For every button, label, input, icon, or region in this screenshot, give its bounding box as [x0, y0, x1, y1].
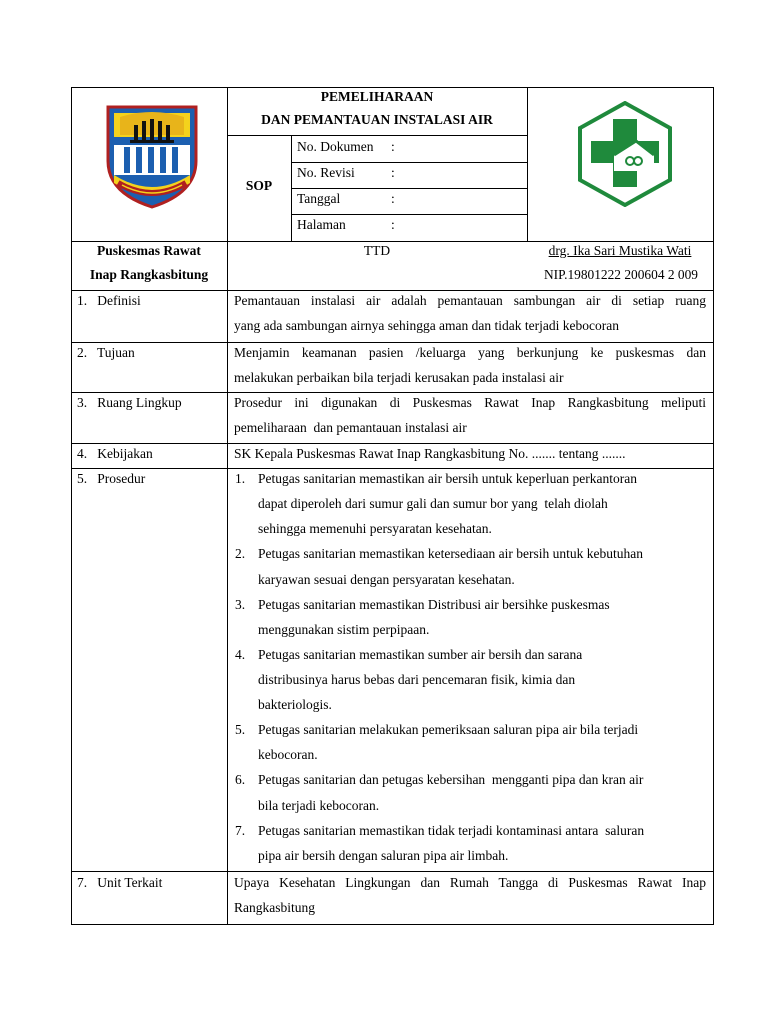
- field-no-dokumen-sep: :: [391, 139, 395, 154]
- section-label-ruang-lingkup: 3. Ruang Lingkup: [77, 395, 182, 410]
- procedure-item-2-line2: karyawan sesuai dengan persyaratan kesehatan.: [258, 572, 515, 587]
- tujuan-line2: melakukan perbaikan bila terjadi kerusakan pada instalasi air: [234, 370, 564, 385]
- section-label-definisi: 1. Definisi: [77, 293, 141, 308]
- field-no-revisi-label: No. Revisi: [297, 165, 355, 180]
- procedure-item-1-line1: Petugas sanitarian memastikan air bersih untuk keperluan perkantoran: [258, 471, 638, 486]
- kebijakan-line1: SK Kepala Puskesmas Rawat Inap Rangkasbitung No. ....... tentang .......: [234, 446, 626, 461]
- procedure-item-3-line1: Petugas sanitarian memastikan Distribusi air bersihke puskesmas: [258, 597, 610, 612]
- org-name-line1: Puskesmas Rawat: [97, 243, 201, 258]
- procedure-item-7-line1: Petugas sanitarian memastikan tidak terjadi kontaminasi antara saluran: [258, 823, 645, 838]
- unit-terkait-line1: Upaya Kesehatan Lingkungan dan Rumah Tangga di Puskesmas Rawat Inap: [234, 875, 706, 890]
- definisi-line2: yang ada sambungan airnya sehingga aman dan tidak terjadi kebocoran: [234, 318, 619, 333]
- procedure-item-4-line2: distribusinya harus bebas dari pencemaran fisik, kimia dan: [258, 672, 576, 687]
- field-tanggal-sep: :: [391, 191, 395, 206]
- section-label-prosedur: 5. Prosedur: [77, 471, 146, 486]
- ttd-label: TTD: [363, 243, 391, 258]
- document-title-line1: PEMELIHARAAN: [320, 89, 434, 104]
- procedure-num: 2.: [235, 546, 246, 561]
- procedure-item-1-line2: dapat diperoleh dari sumur gali dan sumur bor yang telah diolah: [258, 496, 608, 511]
- sop-label: SOP: [245, 178, 273, 193]
- procedure-num: 6.: [235, 772, 246, 787]
- signatory-name: drg. Ika Sari Mustika Wati: [548, 243, 692, 258]
- procedure-num: 1.: [235, 471, 246, 486]
- district-emblem-icon: [104, 103, 200, 209]
- puskesmas-cross-icon: [570, 101, 680, 207]
- district-emblem-logo: [104, 103, 200, 209]
- procedure-item-2-line1: Petugas sanitarian memastikan ketersediaan air bersih untuk kebutuhan: [258, 546, 644, 561]
- procedure-num: 4.: [235, 647, 246, 662]
- signatory-nip: NIP.19801222 200604 2 009: [544, 267, 698, 282]
- procedure-num: 5.: [235, 722, 246, 737]
- org-name-line2: Inap Rangkasbitung: [89, 267, 209, 282]
- procedure-item-4-line1: Petugas sanitarian memastikan sumber air bersih dan sarana: [258, 647, 583, 662]
- procedure-num: 7.: [235, 823, 246, 838]
- procedure-item-5-line1: Petugas sanitarian melakukan pemeriksaan saluran pipa air bila terjadi: [258, 722, 639, 737]
- field-no-dokumen-label: No. Dokumen: [297, 139, 374, 154]
- document-title-line2: DAN PEMANTAUAN INSTALASI AIR: [261, 112, 493, 127]
- section-label-unit-terkait: 7. Unit Terkait: [77, 875, 163, 890]
- section-label-tujuan: 2. Tujuan: [77, 345, 135, 360]
- puskesmas-logo: [570, 101, 680, 207]
- section-label-kebijakan: 4. Kebijakan: [77, 446, 153, 461]
- procedure-num: 3.: [235, 597, 246, 612]
- ruang-lingkup-line2: pemeliharaan dan pemantauan instalasi air: [234, 420, 467, 435]
- procedure-item-4-line3: bakteriologis.: [258, 697, 332, 712]
- procedure-item-5-line2: kebocoran.: [258, 747, 318, 762]
- field-tanggal-label: Tanggal: [297, 191, 341, 206]
- unit-terkait-line2: Rangkasbitung: [234, 900, 315, 915]
- ruang-lingkup-line1: Prosedur ini digunakan di Puskesmas Rawat Inap Rangkasbitung meliputi: [234, 395, 706, 410]
- field-halaman-label: Halaman: [297, 217, 346, 232]
- field-halaman-sep: :: [391, 217, 395, 232]
- tujuan-line1: Menjamin keamanan pasien /keluarga yang berkunjung ke puskesmas dan: [234, 345, 706, 360]
- definisi-line1: Pemantauan instalasi air adalah pemantauan sambungan air di setiap ruang: [234, 293, 706, 308]
- field-no-revisi-sep: :: [391, 165, 395, 180]
- procedure-item-6-line2: bila terjadi kebocoran.: [258, 798, 380, 813]
- procedure-item-6-line1: Petugas sanitarian dan petugas kebersihan mengganti pipa dan kran air: [258, 772, 644, 787]
- procedure-item-3-line2: menggunakan sistim perpipaan.: [258, 622, 430, 637]
- procedure-item-7-line2: pipa air bersih dengan saluran pipa air limbah.: [258, 848, 509, 863]
- procedure-item-1-line3: sehingga memenuhi persyaratan kesehatan.: [258, 521, 492, 536]
